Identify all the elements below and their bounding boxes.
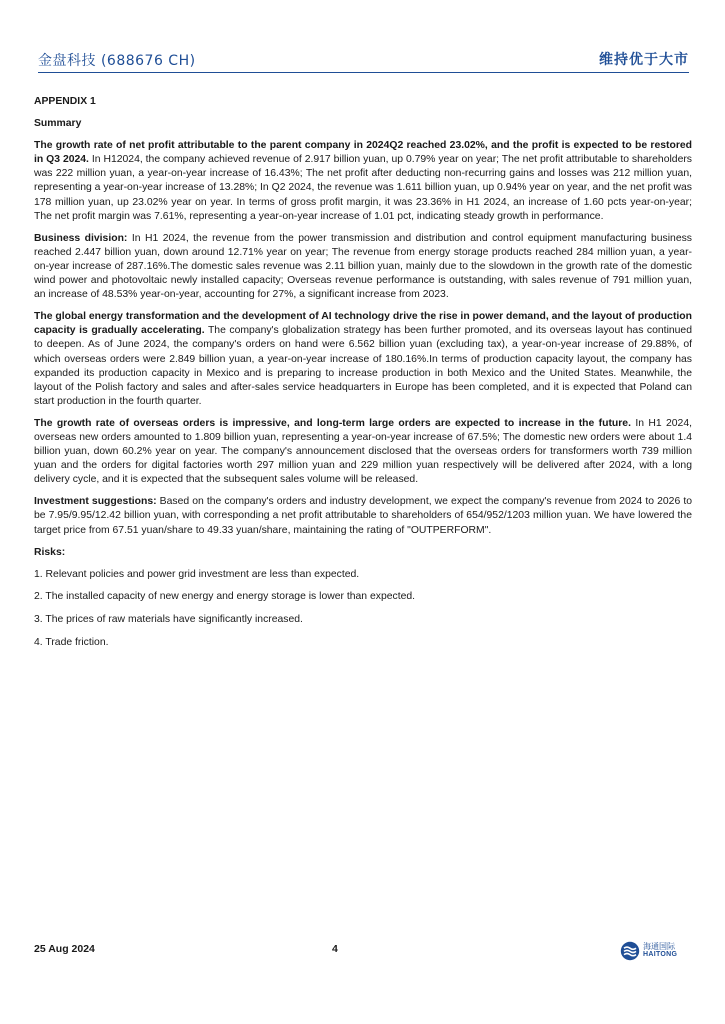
paragraph-text: Based on the company's orders and industry development, we expect the company's revenue from 2024 to 2026 to be 7.95/9.95/12.42 billion yuan, with corresponding a net profit attributable to shareholders of 654/952/1203 million yuan. We have lowered the target price from 67.51 yuan/share to 49.33 yuan/share, maintaining the rating of "OUTPERFORM". (34, 496, 692, 536)
haitong-logo (620, 940, 680, 962)
report-date: 25 Aug 2024 (34, 943, 95, 955)
paragraph-business-division (34, 232, 692, 302)
header-divider (38, 72, 689, 73)
page-header (38, 44, 689, 74)
report-body (34, 95, 692, 658)
paragraph-lead: Business division: (34, 232, 128, 244)
summary-title: Summary (34, 118, 82, 130)
risks-title: Risks: (34, 546, 66, 558)
paragraph-lead: The growth rate of overseas orders is impressive, and long-term large orders are expected to increase in the future. (34, 417, 631, 429)
risk-item: 1. Relevant policies and power grid investment are less than expected. (34, 568, 360, 580)
paragraph-text: The company's globalization strategy has been further promoted, and its overseas layout has continued to deepen. As of June 2024, the company's orders on hand were 6.562 billion yuan (excluding tax), a year-on-year increase of 29.88%, of which overseas orders were 2.849 billion yuan, a year-on-year increase of 180.16%.In terms of production capacity layout, the company has expanded its production capacity in Mexico and is preparing to increase production in both Mexico and the United States. Meanwhile, the layout of the Polish factory and sales and after-sales service headquarters in Europe has been completed, and it is expected that Poland can start production in the fourth quarter. (34, 325, 692, 407)
paragraph-text: In H1 2024, overseas new orders amounted to 1.809 billion yuan, representing a year-on-year increase of 67.5%; The domestic new orders were about 1.4 billion yuan, down 60.2% year on year. The company's announcement disclosed that the overseas orders for transformers worth 739 million yuan and the orders for digital factories worth 297 million yuan and 229 million yuan respectively will be delivered after 2024, with a long delivery cycle, and it is expected that the subsequent sales volume will be released. (34, 417, 692, 486)
paragraph-text: In H12024, the company achieved revenue of 2.917 billion yuan, up 0.79% year on year; The net profit attributable to shareholders was 222 million yuan, a year-on-year increase of 16.43%; The net profit after deducting non-recurring gains and losses was 212 million yuan, representing a year-on-year increase of 13.28%; In Q2 2024, the revenue was 1.611 billion yuan, up 0.94% year on year, and the net profit was 178 million yuan, up 23.02% year on year. In terms of gross profit margin, it was 23.36% in H1 2024, an increase of 1.60 pcts year-on-year; The net profit margin was 7.61%, representing a year-on-year increase of 1.01 pct, indicating steady growth in performance. (34, 154, 692, 222)
paragraph-lead: Investment suggestions: (34, 496, 157, 508)
logo-chinese-name: 海通国际 (643, 942, 675, 951)
risk-item: 4. Trade friction. (34, 636, 109, 648)
haitong-logo-icon (620, 941, 640, 961)
paragraph-lead: The growth rate of net profit attributable to the parent company in 2024Q2 reached 23.02%, and the profit is expected to be restored in Q3 2024. (34, 140, 692, 166)
page-number: 4 (332, 943, 338, 955)
paragraph-profit-growth (34, 139, 692, 224)
paragraph-investment-suggestions (34, 495, 692, 537)
paragraph-overseas-orders (34, 417, 692, 487)
risk-item: 3. The prices of raw materials have significantly increased. (34, 613, 303, 625)
rating-tagline: 维持优于大市 (599, 52, 689, 68)
company-ticker: 金盘科技 (688676 CH) (38, 53, 196, 69)
risk-item: 2. The installed capacity of new energy and energy storage is lower than expected. (34, 591, 416, 603)
logo-english-name: HAITONG (643, 951, 678, 958)
paragraph-lead: The global energy transformation and the development of AI technology drive the rise in power demand, and the layout of production capacity is gradually accelerating. (34, 311, 692, 337)
appendix-title: APPENDIX 1 (34, 96, 96, 107)
paragraph-energy-transformation (34, 310, 692, 409)
paragraph-text: In H1 2024, the revenue from the power transmission and distribution and control equipment manufacturing business reached 2.447 billion yuan, down around 12.71% year on year; The revenue from energy storage products reached 284 million yuan, a year-on-year increase of 287.16%.The domestic sales revenue was 2.11 billion yuan, mainly due to the slowdown in the growth rate of the domestic wind power and photovoltaic newly installed capacity; Overseas revenue performance is outstanding, with sales revenue of 791 million yuan, an increase of 48.53% year-on-year, accounting for 27%, a significant increase from 2023. (34, 232, 693, 301)
